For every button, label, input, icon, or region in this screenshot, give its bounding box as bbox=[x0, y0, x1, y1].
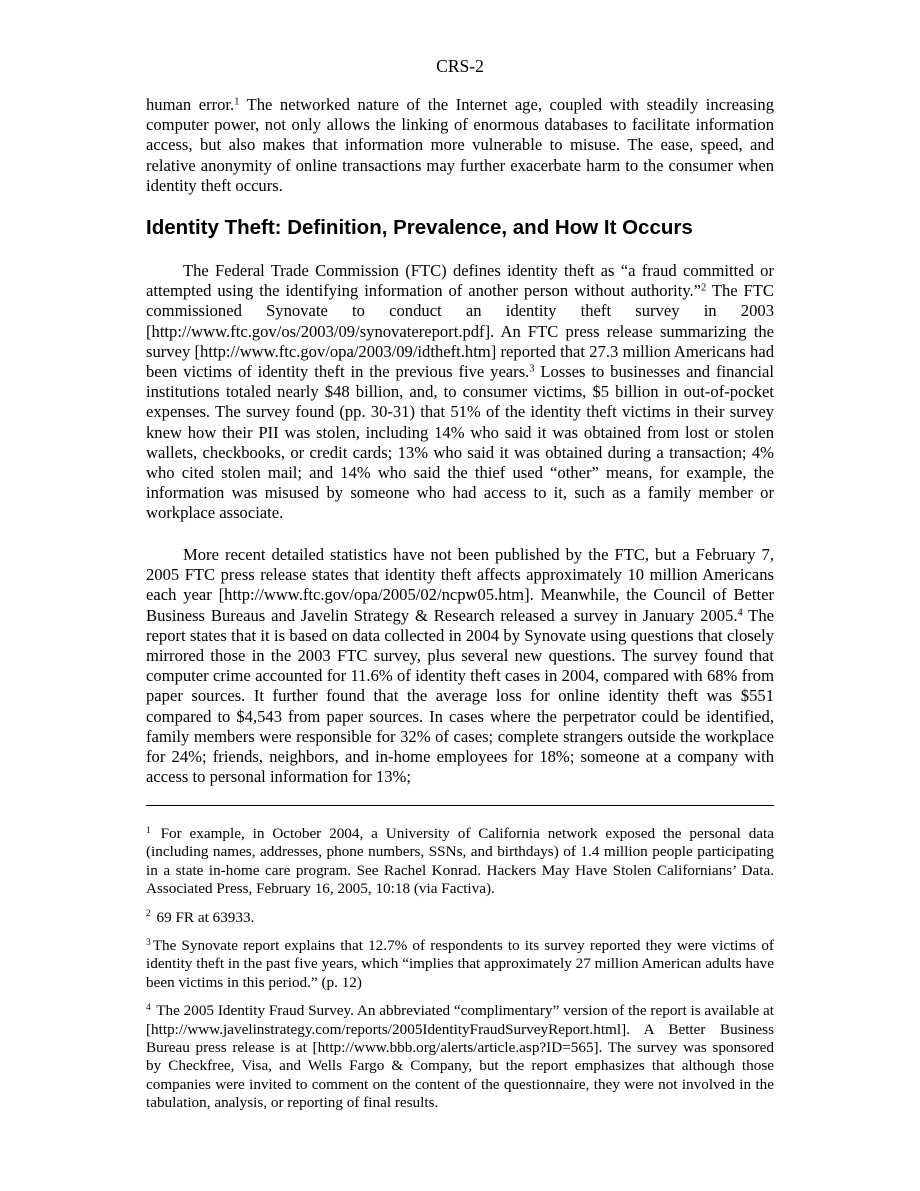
intro-text: The networked nature of the Internet age, coupled with steadily increasing computer power, not only allows the linking of enormous databases to facilitate information access, but also makes that information more vulnerable to misuse. The ease, speed, and relative anonymity of online transactions may further exacerbate harm to the consumer when identity theft occurs. bbox=[146, 95, 774, 195]
footnote-3-text: The Synovate report explains that 12.7% of respondents to its survey reported they were victims of identity theft in the past five years, which “implies that approximately 27 million American adults have been victims in this period.” (p. 12) bbox=[146, 937, 774, 991]
footnote-ref-1: 1 bbox=[234, 96, 240, 108]
paragraph-2-part-a: More recent detailed statistics have not been published by the FTC, but a February 7, 2005 FTC press release states that identity theft affects approximately 10 million Americans each year [http://www.ftc.gov/opa/2005/02/ncpw05.htm]. Meanwhile, the Council of Better Business Bureaus and Javelin Strategy & Research released a survey in January 2005. bbox=[146, 545, 774, 625]
paragraph-1-part-b: The FTC commissioned Synovate to conduct an identity theft survey in 2003 [http://www.ftc.gov/os/2003/09/synovatereport.pdf]. An FTC press release summarizing the survey [http://www.ftc.gov/opa/2003/09/idtheft.htm] reported that 27.3 million Americans had been victims of identity theft in the previous five years. bbox=[146, 281, 774, 382]
footnote-2-text: 69 FR at 63933. bbox=[152, 908, 255, 926]
footnote-4-text: The 2005 Identity Fraud Survey. An abbreviated “complimentary” version of the report is available at [http://www.javelinstrategy.com/reports/2005IdentityFraudSurveyReport.html]. A Better Business Bureau press release is at [http://www.bbb.org/alerts/article.asp?ID=565]. The survey was sponsored by Checkfree, Visa, and Wells Fargo & Company, but the report emphasizes that although those companies were invited to comment on the content of the questionnaire, they were not involved in the tabulation, analysis, or reporting of final results. bbox=[146, 1002, 774, 1112]
paragraph-1-part-a: The Federal Trade Commission (FTC) defines identity theft as “a fraud committed or attempted using the identifying information of another person without authority.” bbox=[146, 261, 774, 301]
footnote-4 bbox=[146, 1002, 774, 1112]
footnote-divider bbox=[146, 805, 774, 806]
footnote-1-mark: 1 bbox=[146, 825, 151, 836]
section-heading: Identity Theft: Definition, Prevalence, and How It Occurs bbox=[146, 216, 693, 239]
paragraph-1-part-c: Losses to businesses and financial institutions totaled nearly $48 billion, and, to consumer victims, $5 billion in out-of-pocket expenses. The survey found (pp. 30-31) that 51% of the identity theft victims in their survey knew how their PII was stolen, including 14% who said it was obtained from lost or stolen wallets, checkbooks, or credit cards; 13% who said it was obtained during a transaction; 4% who cited stolen mail; and 14% who said the thief used “other” means, for example, the information was misused by someone who had access to it, such as a family member or workplace associate. bbox=[146, 362, 774, 523]
footnote-3-mark: 3 bbox=[146, 937, 151, 948]
intro-paragraph bbox=[146, 95, 774, 196]
page-number: CRS-2 bbox=[436, 56, 484, 76]
footnote-ref-3: 3 bbox=[529, 363, 535, 375]
footnote-1-text: For example, in October 2004, a University of California network exposed the personal data (including names, addresses, phone numbers, SSNs, and birthdays) of 1.4 million people participating in a state in-home care program. See Rachel Konrad. Hackers May Have Stolen Californians’ Data. Associated Press, February 16, 2005, 10:18 (via Factiva). bbox=[146, 825, 774, 898]
paragraph-recent-statistics bbox=[146, 545, 774, 787]
footnote-ref-4: 4 bbox=[737, 606, 743, 618]
intro-lead: human error. bbox=[146, 95, 235, 114]
paragraph-2-part-b: The report states that it is based on data collected in 2004 by Synovate using questions that closely mirrored those in the 2003 FTC survey, plus several new questions. The survey found that computer crime accounted for 11.6% of identity theft cases in 2004, compared with 68% from paper sources. It further found that the average loss for online identity theft was $551 compared to $4,543 from paper sources. In cases where the perpetrator could be identified, family members were responsible for 32% of cases; complete strangers outside the workplace for 24%; friends, neighbors, and in-home employees for 18%; someone at a company with access to personal information for 13%; bbox=[146, 605, 774, 787]
footnote-3 bbox=[146, 937, 774, 992]
footnote-2 bbox=[146, 909, 774, 927]
footnote-4-mark: 4 bbox=[146, 1003, 151, 1014]
paragraph-ftc-definition bbox=[146, 261, 774, 524]
footnote-ref-2: 2 bbox=[701, 282, 707, 294]
footnotes bbox=[146, 825, 774, 1123]
footnote-2-mark: 2 bbox=[146, 909, 151, 920]
footnote-1 bbox=[146, 825, 774, 899]
